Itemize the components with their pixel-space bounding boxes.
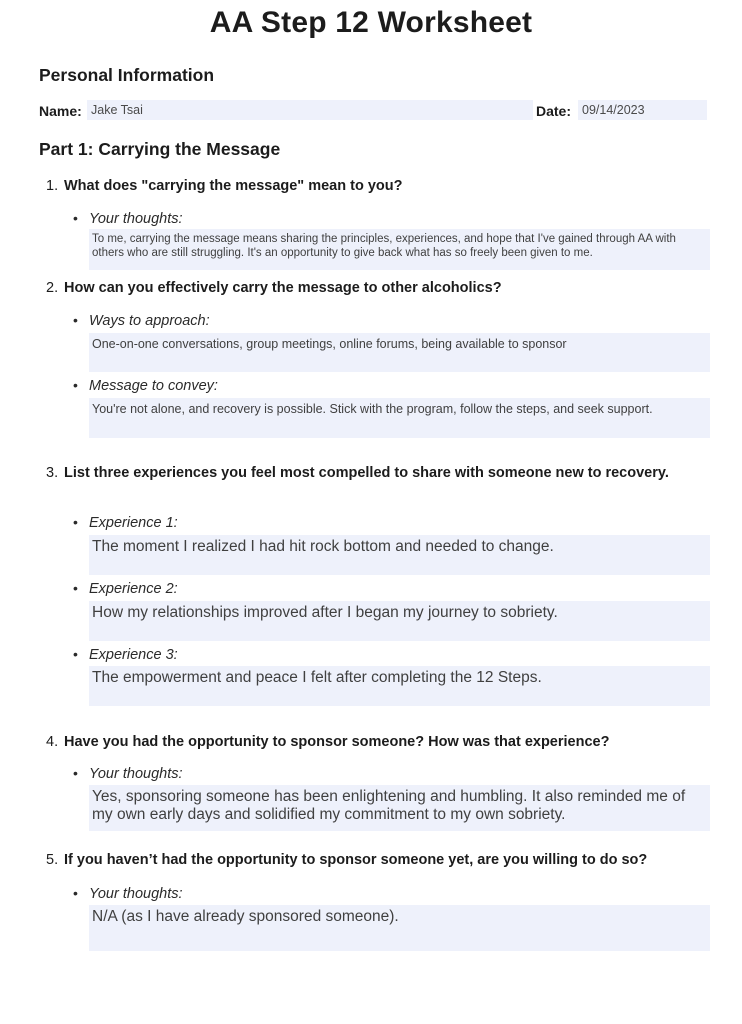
answer-field[interactable]: The empowerment and peace I felt after completing the 12 Steps.: [89, 666, 710, 706]
question-number: 4.: [46, 734, 59, 750]
bullet-item: [73, 580, 178, 597]
answer-field[interactable]: Yes, sponsoring someone has been enlightening and humbling. It also reminded me of my own early days and solidified my commitment to my own sobriety.: [89, 785, 710, 831]
bullet-label-text: Your thoughts:: [89, 886, 183, 902]
question-text: Have you had the opportunity to sponsor someone? How was that experience?: [64, 734, 610, 750]
question-number: 5.: [46, 852, 59, 868]
page-title: AA Step 12 Worksheet: [209, 6, 533, 39]
question-text: List three experiences you feel most compelled to share with someone new to recovery.: [64, 465, 669, 481]
answer-field[interactable]: The moment I realized I had hit rock bottom and needed to change.: [89, 535, 710, 575]
bullet-icon: •: [73, 646, 78, 662]
date-field[interactable]: 09/14/2023: [578, 100, 707, 120]
bullet-item: [73, 765, 183, 782]
bullet-label-text: Experience 1:: [89, 515, 178, 531]
question-text: How can you effectively carry the message to other alcoholics?: [64, 280, 502, 296]
bullet-icon: •: [73, 885, 78, 901]
answer-field[interactable]: One-on-one conversations, group meetings, online forums, being available to sponsor: [89, 333, 710, 372]
bullet-icon: •: [73, 377, 78, 393]
personal-info-heading: Personal Information: [39, 65, 215, 85]
name-field[interactable]: Jake Tsai: [87, 100, 533, 120]
bullet-label-text: Your thoughts:: [89, 766, 183, 782]
part1-heading: Part 1: Carrying the Message: [39, 139, 281, 159]
question-number: 1.: [46, 178, 59, 194]
date-label: Date:: [536, 103, 572, 119]
bullet-label-text: Experience 3:: [89, 647, 178, 663]
name-label: Name:: [39, 103, 82, 119]
question-number: 3.: [46, 465, 59, 481]
bullet-item: [73, 646, 178, 663]
answer-field[interactable]: N/A (as I have already sponsored someone).: [89, 905, 710, 951]
bullet-icon: •: [73, 580, 78, 596]
bullet-icon: •: [73, 765, 78, 781]
answer-field[interactable]: You're not alone, and recovery is possible. Stick with the program, follow the steps, and seek support.: [89, 398, 710, 438]
bullet-item: [73, 210, 183, 227]
question-5: [46, 851, 686, 870]
question-text: What does "carrying the message" mean to you?: [64, 178, 403, 194]
bullet-item: [73, 312, 210, 329]
bullet-icon: •: [73, 514, 78, 530]
bullet-item: [73, 514, 178, 531]
bullet-label-text: Message to convey:: [89, 378, 218, 394]
question-2: [46, 279, 686, 298]
question-number: 2.: [46, 280, 59, 296]
bullet-label-text: Your thoughts:: [89, 211, 183, 227]
bullet-label-text: Ways to approach:: [89, 313, 210, 329]
bullet-item: [73, 377, 218, 394]
bullet-label-text: Experience 2:: [89, 581, 178, 597]
bullet-item: [73, 885, 183, 902]
answer-field[interactable]: To me, carrying the message means sharing the principles, experiences, and hope that I've gained through AA with others who are still struggling. It's an opportunity to give back what has so freely been given to me.: [89, 229, 710, 270]
answer-field[interactable]: How my relationships improved after I began my journey to sobriety.: [89, 601, 710, 641]
question-text: If you haven’t had the opportunity to sponsor someone yet, are you willing to do so?: [64, 852, 648, 868]
bullet-icon: •: [73, 312, 78, 328]
bullet-icon: •: [73, 210, 78, 226]
question-4: [46, 733, 686, 752]
personal-info-row: [39, 100, 707, 121]
question-1: [46, 177, 686, 196]
question-3: [46, 464, 686, 483]
